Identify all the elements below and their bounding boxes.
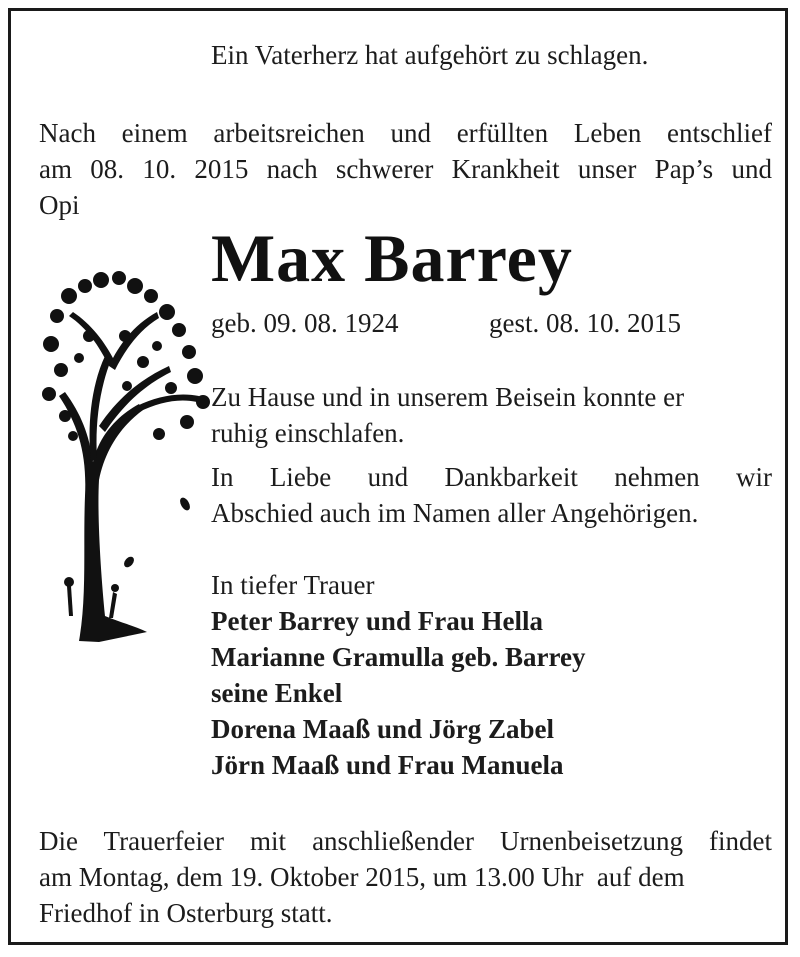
message-line-1: Zu Hause und in unserem Beisein konnte er [211,382,685,412]
headline: Ein Vaterherz hat aufgehört zu schlagen. [211,40,649,70]
message-line-3: In Liebe und Dankbarkeit nehmen wir [211,462,772,492]
funeral-line-1: Die Trauerfeier mit anschließender Urnenbeisetzung findet [39,826,772,856]
birth-date: geb. 09. 08. 1924 [211,308,399,338]
mourner-name: seine Enkel [211,678,343,708]
funeral-line-3: Friedhof in Osterburg statt. [39,898,333,928]
obituary-frame [8,8,788,945]
message-line-2: ruhig einschlafen. [211,418,405,448]
mourner-name: Marianne Gramulla geb. Barrey [211,642,586,672]
tree-silhouette-icon [39,266,211,646]
message-line-4: Abschied auch im Namen aller Angehörigen. [211,498,699,528]
deceased-name: Max Barrey [211,220,573,296]
mourner-name: Peter Barrey und Frau Hella [211,606,543,636]
funeral-line-2: am Montag, dem 19. Oktober 2015, um 13.00 Uhr auf dem [39,862,685,892]
intro-line-3: Opi [39,190,80,220]
intro-line-1: Nach einem arbeitsreichen und erfüllten Leben entschlief [39,118,772,148]
mourner-name: Jörn Maaß und Frau Manuela [211,750,564,780]
mourners-heading: In tiefer Trauer [211,570,375,600]
mourner-name: Dorena Maaß und Jörg Zabel [211,714,555,744]
death-date: gest. 08. 10. 2015 [489,308,681,338]
intro-line-2: am 08. 10. 2015 nach schwerer Krankheit unser Pap’s und [39,154,772,184]
